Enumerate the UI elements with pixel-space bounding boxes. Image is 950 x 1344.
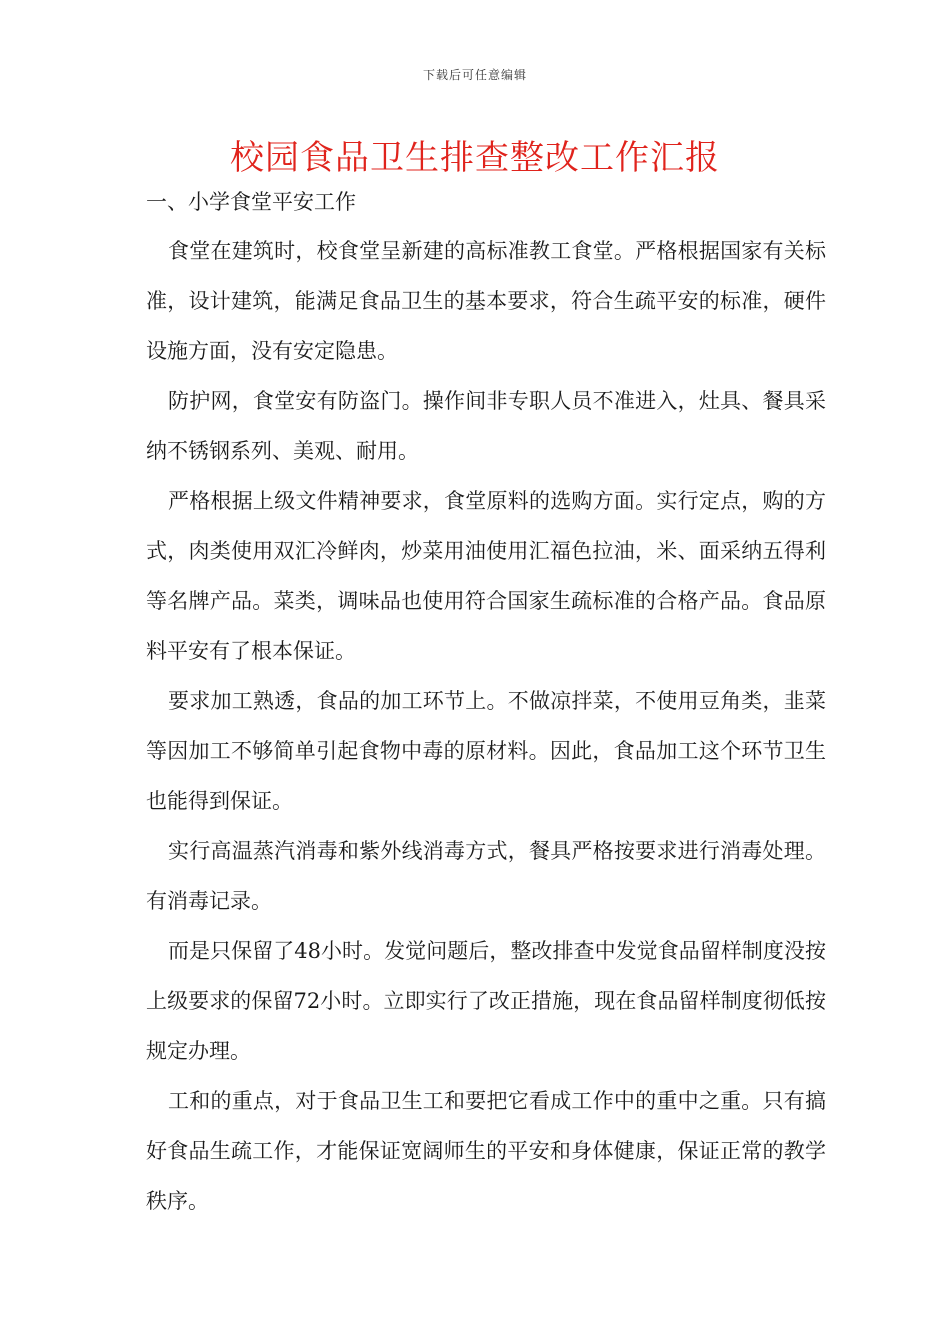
- paragraph: 食堂在建筑时，校食堂呈新建的高标准教工食堂。严格根据国家有关标准，设计建筑，能满足食品卫生的基本要求，符合生疏平安的标准，硬件设施方面，没有安定隐患。: [146, 239, 826, 363]
- paragraph: 实行高温蒸汽消毒和紫外线消毒方式，餐具严格按要求进行消毒处理。有消毒记录。: [146, 839, 826, 913]
- paragraph: 要求加工熟透，食品的加工环节上。不做凉拌菜，不使用豆角类，韭菜等因加工不够简单引起食物中毒的原材料。因此，食品加工这个环节卫生也能得到保证。: [146, 689, 826, 813]
- paragraph: 防护网，食堂安有防盗门。操作间非专职人员不准进入，灶具、餐具采纳不锈钢系列、美观、耐用。: [146, 389, 826, 463]
- paragraph: 严格根据上级文件精神要求，食堂原料的选购方面。实行定点，购的方式，肉类使用双汇冷鲜肉，炒菜用油使用汇福色拉油，米、面采纳五得利等名牌产品。菜类，调味品也使用符合国家生疏标准的合格产品。食品原料平安有了根本保证。: [146, 489, 826, 663]
- section-heading: 一、小学食堂平安工作: [146, 190, 356, 214]
- paragraph: 而是只保留了48小时。发觉问题后，整改排查中发觉食品留样制度没按上级要求的保留72小时。立即实行了改正措施，现在食品留样制度彻低按规定办理。: [146, 939, 826, 1063]
- document-title: 校园食品卫生排查整改工作汇报: [230, 138, 720, 178]
- paragraph: 工和的重点，对于食品卫生工和要把它看成工作中的重中之重。只有搞好食品生疏工作，才能保证宽阔师生的平安和身体健康，保证正常的教学秩序。: [146, 1089, 826, 1213]
- header-note: 下载后可任意编辑: [422, 68, 527, 82]
- body-text: [146, 226, 826, 1226]
